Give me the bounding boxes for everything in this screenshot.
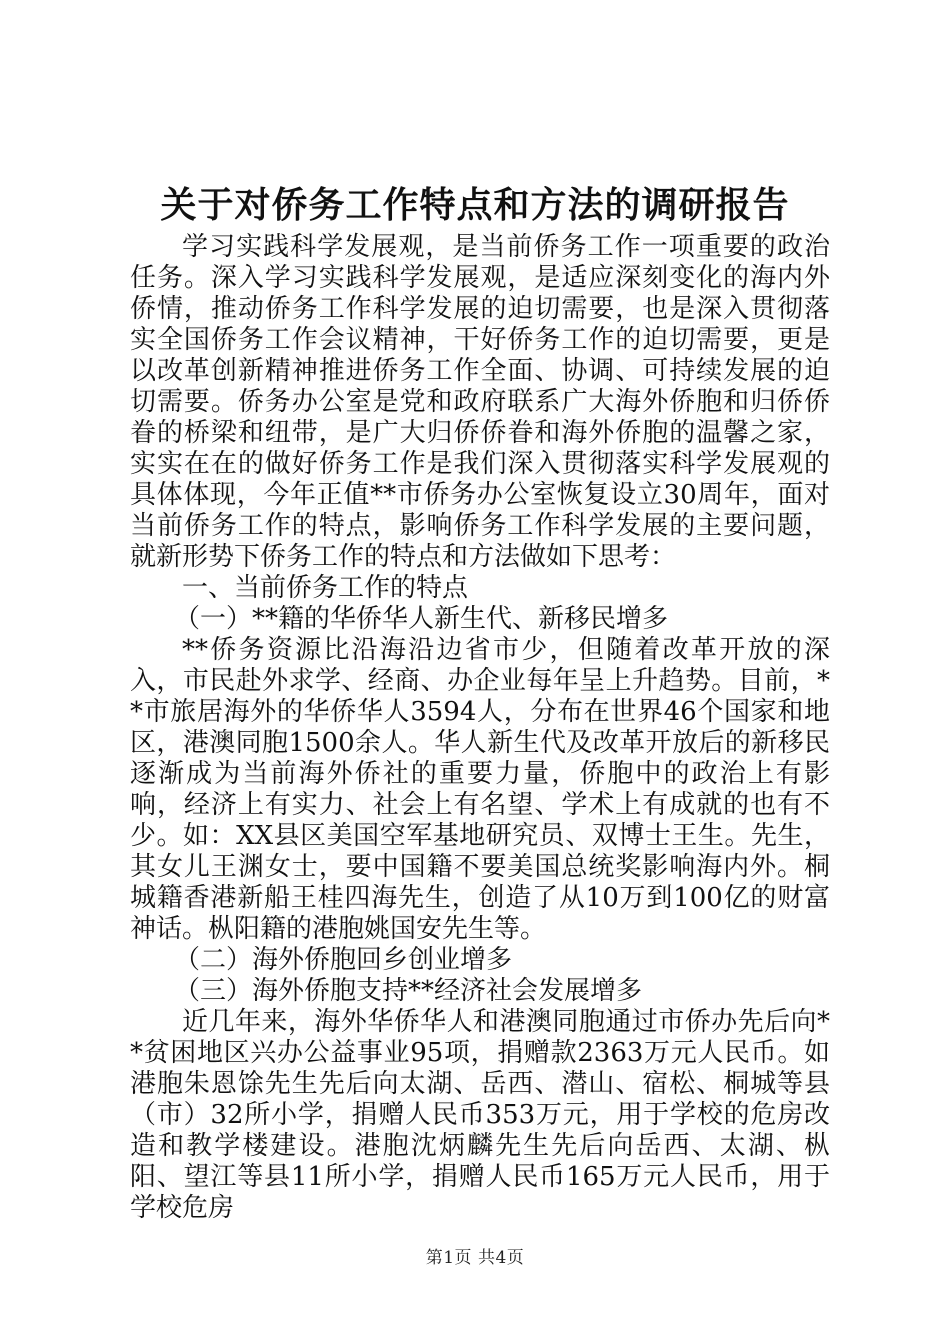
body-paragraph: **侨务资源比沿海沿边省市少，但随着改革开放的深入，市民赴外求学、经商、办企业每年呈上升趋势。目前，**市旅居海外的华侨华人3594人，分布在世界46个国家和地区，港澳同胞1500余人。华人新生代及改革开放后的新移民逐渐成为当前海外侨社的重要力量，侨胞中的政治上有影响，经济上有实力、社会上有名望、学术上有成就的也有不少。如：XX县区美国空军基地研究员、双博士王生。先生，其女儿王渊女士，要中国籍不要美国总统奖影响海内外。桐城籍香港新船王桂四海先生，创造了从10万到100亿的财富神话。枞阳籍的港胞姚国安先生等。: [130, 635, 830, 944]
document-body: [130, 232, 830, 1224]
body-paragraph: 近几年来，海外华侨华人和港澳同胞通过市侨办先后向**贫困地区兴办公益事业95项，捐赠款2363万元人民币。如港胞朱恩馀先生先后向太湖、岳西、潜山、宿松、桐城等县（市）32所小学，捐赠人民币353万元，用于学校的危房改造和教学楼建设。港胞沈炳麟先生先后向岳西、太湖、枞阳、望江等县11所小学，捐赠人民币165万元人民币，用于学校危房: [130, 1007, 830, 1223]
intro-paragraph: 学习实践科学发展观，是当前侨务工作一项重要的政治任务。深入学习实践科学发展观，是适应深刻变化的海内外侨情，推动侨务工作科学发展的迫切需要，也是深入贯彻落实全国侨务工作会议精神，干好侨务工作的迫切需要，更是以改革创新精神推进侨务工作全面、协调、可持续发展的迫切需要。侨务办公室是党和政府联系广大海外侨胞和归侨侨眷的桥梁和纽带，是广大归侨侨眷和海外侨胞的温馨之家，实实在在的做好侨务工作是我们深入贯彻落实科学发展观的具体体现，今年正值**市侨务办公室恢复设立30周年，面对当前侨务工作的特点，影响侨务工作科学发展的主要问题，就新形势下侨务工作的特点和方法做如下思考：: [130, 232, 830, 572]
document-title: 关于对侨务工作特点和方法的调研报告: [160, 184, 790, 226]
subsection-heading: （三）海外侨胞支持**经济社会发展增多: [174, 976, 643, 1006]
page-footer: 第1页 共4页: [425, 1248, 525, 1268]
subsection-heading: （一）**籍的华侨华人新生代、新移民增多: [174, 604, 669, 634]
section-heading: 一、当前侨务工作的特点: [182, 573, 469, 603]
subsection-heading: （二）海外侨胞回乡创业增多: [174, 945, 513, 975]
